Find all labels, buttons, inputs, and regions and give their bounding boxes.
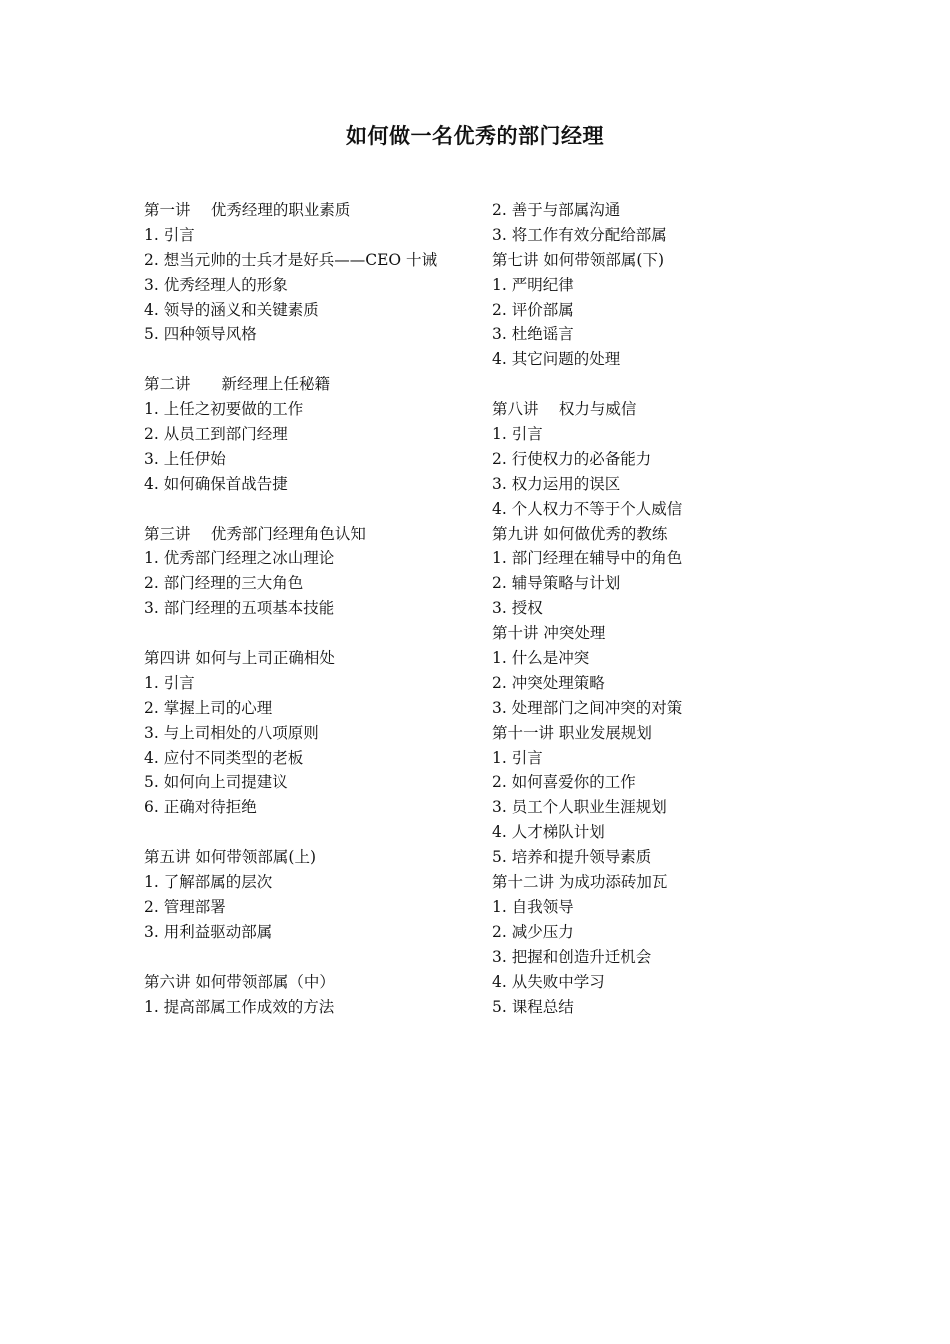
text-line: 4. 领导的涵义和关键素质 — [144, 300, 319, 319]
text-line: 第七讲 如何带领部属(下) — [492, 250, 665, 269]
text-line: 第三讲 优秀部门经理角色认知 — [144, 524, 366, 543]
text-line: 4. 其它问题的处理 — [492, 350, 621, 369]
text-line: 6. 正确对待拒绝 — [144, 798, 257, 817]
text-line: 5. 如何向上司提建议 — [144, 773, 288, 792]
text-line: 第六讲 如何带领部属（中） — [144, 972, 335, 991]
text-line: 3. 部门经理的五项基本技能 — [144, 599, 335, 618]
text-line: 2. 想当元帅的士兵才是好兵——CEO 十诫 — [144, 250, 438, 269]
text-line: 1. 优秀部门经理之冰山理论 — [144, 549, 335, 568]
text-line: 4. 应付不同类型的老板 — [144, 748, 304, 767]
text-line: 3. 上任伊始 — [144, 449, 226, 468]
text-line: 5. 培养和提升领导素质 — [492, 848, 652, 867]
text-line: 第九讲 如何做优秀的教练 — [492, 524, 668, 543]
text-line: 1. 上任之初要做的工作 — [144, 400, 304, 419]
text-line: 第十讲 冲突处理 — [492, 624, 606, 643]
text-line: 1. 严明纪律 — [492, 275, 574, 294]
text-line: 3. 把握和创造升迁机会 — [492, 947, 652, 966]
text-line: 3. 用利益驱动部属 — [144, 922, 273, 941]
text-line: 第四讲 如何与上司正确相处 — [144, 649, 335, 668]
text-line: 1. 引言 — [492, 425, 543, 444]
document-title: 如何做一名优秀的部门经理 — [346, 123, 604, 148]
blank-line — [144, 347, 474, 372]
text-line: 3. 员工个人职业生涯规划 — [492, 798, 667, 817]
blank-line — [144, 497, 474, 522]
text-line: 2. 部门经理的三大角色 — [144, 574, 304, 593]
text-line: 1. 引言 — [492, 748, 543, 767]
text-line: 3. 杜绝谣言 — [492, 325, 574, 344]
text-line: 1. 提高部属工作成效的方法 — [144, 997, 335, 1016]
text-line: 第二讲 新经理上任秘籍 — [144, 375, 331, 394]
text-line: 1. 什么是冲突 — [492, 649, 590, 668]
blank-line — [144, 820, 474, 845]
text-line: 1. 引言 — [144, 673, 195, 692]
text-line: 4. 从失败中学习 — [492, 972, 605, 991]
text-line: 2. 如何喜爱你的工作 — [492, 773, 636, 792]
text-line: 2. 行使权力的必备能力 — [492, 449, 652, 468]
text-line: 第十二讲 为成功添砖加瓦 — [492, 873, 668, 892]
text-line: 5. 四种领导风格 — [144, 325, 257, 344]
text-line: 第八讲 权力与威信 — [492, 400, 637, 419]
left-column — [144, 198, 474, 1019]
text-line: 3. 将工作有效分配给部属 — [492, 225, 667, 244]
text-line: 2. 评价部属 — [492, 300, 574, 319]
text-line: 2. 减少压力 — [492, 922, 574, 941]
text-line: 1. 部门经理在辅导中的角色 — [492, 549, 683, 568]
text-line: 2. 从员工到部门经理 — [144, 425, 288, 444]
text-line: 3. 处理部门之间冲突的对策 — [492, 698, 683, 717]
text-line: 5. 课程总结 — [492, 997, 574, 1016]
text-line: 1. 自我领导 — [492, 897, 574, 916]
text-line: 4. 个人权力不等于个人威信 — [492, 499, 683, 518]
text-line: 第十一讲 职业发展规划 — [492, 723, 652, 742]
text-line: 2. 善于与部属沟通 — [492, 201, 621, 219]
text-line: 2. 冲突处理策略 — [492, 673, 605, 692]
blank-line — [144, 945, 474, 970]
blank-line — [144, 621, 474, 646]
text-line: 第五讲 如何带领部属(上) — [144, 848, 317, 867]
text-line: 2. 管理部署 — [144, 897, 226, 916]
text-line: 1. 了解部属的层次 — [144, 873, 273, 892]
text-line: 3. 与上司相处的八项原则 — [144, 723, 319, 742]
text-line: 3. 优秀经理人的形象 — [144, 275, 288, 294]
text-line: 2. 辅导策略与计划 — [492, 574, 621, 593]
text-line: 1. 引言 — [144, 225, 195, 244]
text-line: 4. 人才梯队计划 — [492, 823, 605, 842]
right-column — [492, 198, 822, 1019]
text-line: 2. 掌握上司的心理 — [144, 698, 273, 717]
text-line: 4. 如何确保首战告捷 — [144, 474, 288, 493]
text-line: 第一讲 优秀经理的职业素质 — [144, 201, 351, 219]
blank-line — [492, 372, 822, 397]
text-line: 3. 权力运用的误区 — [492, 474, 621, 493]
text-line: 3. 授权 — [492, 599, 543, 618]
